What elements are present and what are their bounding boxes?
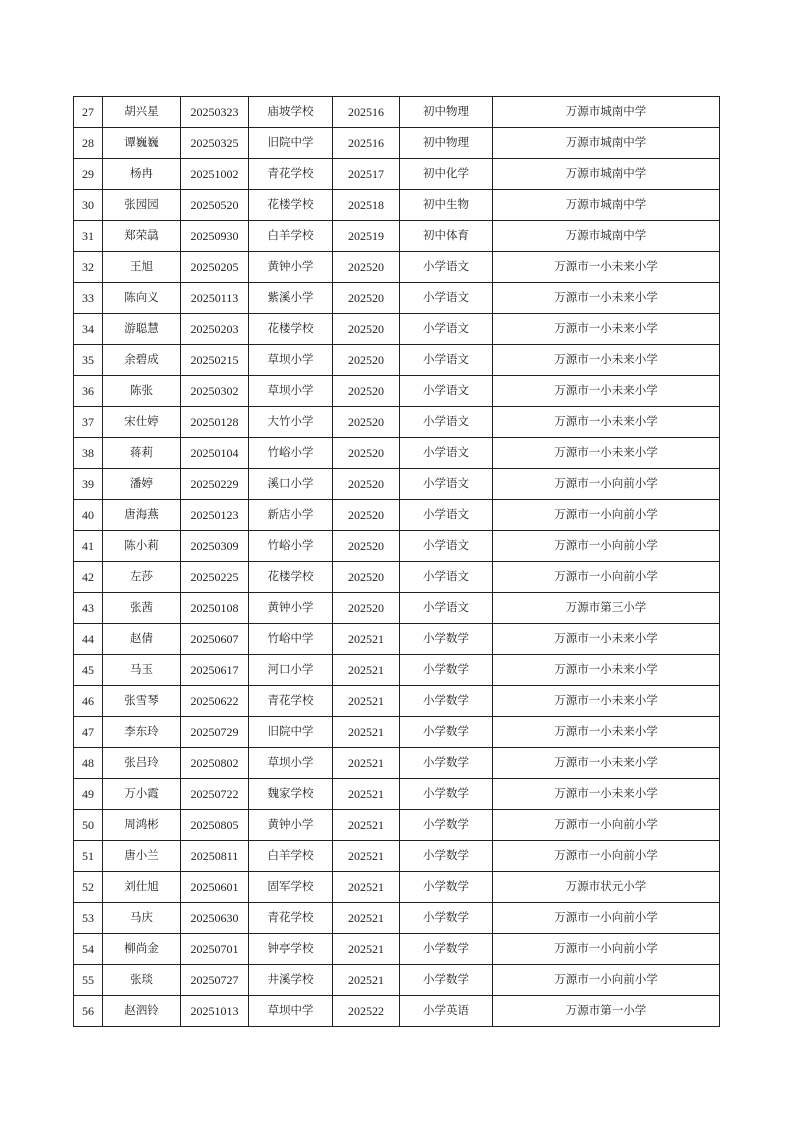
cell-assigned-school: 万源市一小未来小学 xyxy=(493,686,720,717)
cell-assigned-school: 万源市一小未来小学 xyxy=(493,252,720,283)
cell-origin-school: 旧院中学 xyxy=(249,717,333,748)
table-row xyxy=(74,500,720,531)
cell-subject: 小学英语 xyxy=(400,996,493,1027)
cell-teacher-name: 张茜 xyxy=(103,593,181,624)
cell-assigned-school: 万源市状元小学 xyxy=(493,872,720,903)
cell-candidate-id: 20250203 xyxy=(181,314,249,345)
cell-teacher-name: 游聪慧 xyxy=(103,314,181,345)
cell-subject: 小学语文 xyxy=(400,500,493,531)
cell-assigned-school: 万源市一小未来小学 xyxy=(493,283,720,314)
cell-assigned-school: 万源市一小未来小学 xyxy=(493,407,720,438)
cell-position-code: 202518 xyxy=(333,190,400,221)
cell-row-number: 44 xyxy=(74,624,103,655)
cell-assigned-school: 万源市城南中学 xyxy=(493,159,720,190)
cell-row-number: 56 xyxy=(74,996,103,1027)
cell-row-number: 53 xyxy=(74,903,103,934)
cell-origin-school: 溪口小学 xyxy=(249,469,333,500)
cell-subject: 小学数学 xyxy=(400,655,493,686)
cell-teacher-name: 陈张 xyxy=(103,376,181,407)
cell-subject: 小学语文 xyxy=(400,283,493,314)
table-row xyxy=(74,624,720,655)
cell-candidate-id: 20250113 xyxy=(181,283,249,314)
cell-row-number: 49 xyxy=(74,779,103,810)
cell-position-code: 202521 xyxy=(333,779,400,810)
cell-assigned-school: 万源市一小向前小学 xyxy=(493,469,720,500)
cell-row-number: 36 xyxy=(74,376,103,407)
cell-subject: 小学语文 xyxy=(400,407,493,438)
cell-candidate-id: 20250811 xyxy=(181,841,249,872)
cell-teacher-name: 张雪琴 xyxy=(103,686,181,717)
cell-row-number: 52 xyxy=(74,872,103,903)
cell-assigned-school: 万源市一小向前小学 xyxy=(493,841,720,872)
table-row xyxy=(74,934,720,965)
table-row xyxy=(74,965,720,996)
cell-assigned-school: 万源市城南中学 xyxy=(493,128,720,159)
cell-candidate-id: 20250601 xyxy=(181,872,249,903)
table-row xyxy=(74,531,720,562)
cell-row-number: 35 xyxy=(74,345,103,376)
cell-teacher-name: 陈小莉 xyxy=(103,531,181,562)
cell-row-number: 30 xyxy=(74,190,103,221)
cell-candidate-id: 20250225 xyxy=(181,562,249,593)
cell-teacher-name: 杨冉 xyxy=(103,159,181,190)
cell-teacher-name: 张琰 xyxy=(103,965,181,996)
cell-candidate-id: 20250108 xyxy=(181,593,249,624)
table-row xyxy=(74,252,720,283)
cell-origin-school: 河口小学 xyxy=(249,655,333,686)
cell-position-code: 202521 xyxy=(333,841,400,872)
cell-candidate-id: 20250617 xyxy=(181,655,249,686)
cell-subject: 小学语文 xyxy=(400,469,493,500)
cell-origin-school: 黄钟小学 xyxy=(249,810,333,841)
cell-candidate-id: 20251013 xyxy=(181,996,249,1027)
cell-subject: 小学语文 xyxy=(400,531,493,562)
cell-position-code: 202521 xyxy=(333,655,400,686)
table-row xyxy=(74,903,720,934)
table-row xyxy=(74,159,720,190)
cell-candidate-id: 20250630 xyxy=(181,903,249,934)
cell-assigned-school: 万源市一小向前小学 xyxy=(493,531,720,562)
cell-row-number: 54 xyxy=(74,934,103,965)
cell-candidate-id: 20250309 xyxy=(181,531,249,562)
cell-origin-school: 草坝小学 xyxy=(249,345,333,376)
cell-teacher-name: 蒋莉 xyxy=(103,438,181,469)
table-row xyxy=(74,996,720,1027)
cell-row-number: 55 xyxy=(74,965,103,996)
cell-candidate-id: 20250229 xyxy=(181,469,249,500)
cell-subject: 小学数学 xyxy=(400,717,493,748)
cell-candidate-id: 20250622 xyxy=(181,686,249,717)
cell-assigned-school: 万源市一小未来小学 xyxy=(493,717,720,748)
cell-assigned-school: 万源市第一小学 xyxy=(493,996,720,1027)
cell-candidate-id: 20250123 xyxy=(181,500,249,531)
cell-position-code: 202520 xyxy=(333,500,400,531)
cell-subject: 小学语文 xyxy=(400,345,493,376)
cell-position-code: 202520 xyxy=(333,283,400,314)
cell-row-number: 42 xyxy=(74,562,103,593)
cell-candidate-id: 20250302 xyxy=(181,376,249,407)
cell-subject: 小学数学 xyxy=(400,748,493,779)
cell-position-code: 202520 xyxy=(333,407,400,438)
cell-subject: 小学数学 xyxy=(400,810,493,841)
cell-origin-school: 草坝中学 xyxy=(249,996,333,1027)
cell-origin-school: 花楼学校 xyxy=(249,562,333,593)
cell-teacher-name: 唐海燕 xyxy=(103,500,181,531)
table-row xyxy=(74,810,720,841)
table-row xyxy=(74,655,720,686)
cell-teacher-name: 张园园 xyxy=(103,190,181,221)
cell-origin-school: 花楼学校 xyxy=(249,190,333,221)
cell-row-number: 29 xyxy=(74,159,103,190)
cell-position-code: 202521 xyxy=(333,717,400,748)
cell-origin-school: 草坝小学 xyxy=(249,376,333,407)
cell-assigned-school: 万源市城南中学 xyxy=(493,221,720,252)
cell-candidate-id: 20250802 xyxy=(181,748,249,779)
cell-origin-school: 井溪学校 xyxy=(249,965,333,996)
cell-row-number: 43 xyxy=(74,593,103,624)
cell-origin-school: 竹峪中学 xyxy=(249,624,333,655)
cell-assigned-school: 万源市一小向前小学 xyxy=(493,934,720,965)
cell-teacher-name: 李东玲 xyxy=(103,717,181,748)
cell-teacher-name: 陈向义 xyxy=(103,283,181,314)
cell-row-number: 51 xyxy=(74,841,103,872)
cell-origin-school: 竹峪小学 xyxy=(249,531,333,562)
table-row xyxy=(74,376,720,407)
cell-assigned-school: 万源市第三小学 xyxy=(493,593,720,624)
cell-teacher-name: 刘仕旭 xyxy=(103,872,181,903)
cell-row-number: 33 xyxy=(74,283,103,314)
cell-position-code: 202520 xyxy=(333,593,400,624)
cell-origin-school: 紫溪小学 xyxy=(249,283,333,314)
cell-candidate-id: 20250727 xyxy=(181,965,249,996)
cell-origin-school: 青花学校 xyxy=(249,686,333,717)
cell-position-code: 202520 xyxy=(333,469,400,500)
cell-row-number: 46 xyxy=(74,686,103,717)
cell-assigned-school: 万源市城南中学 xyxy=(493,190,720,221)
table-row xyxy=(74,872,720,903)
cell-origin-school: 大竹小学 xyxy=(249,407,333,438)
cell-teacher-name: 赵泗铃 xyxy=(103,996,181,1027)
cell-position-code: 202520 xyxy=(333,376,400,407)
cell-candidate-id: 20251002 xyxy=(181,159,249,190)
roster-table xyxy=(73,96,720,1027)
cell-assigned-school: 万源市一小向前小学 xyxy=(493,965,720,996)
cell-origin-school: 钟亭学校 xyxy=(249,934,333,965)
cell-row-number: 34 xyxy=(74,314,103,345)
cell-position-code: 202521 xyxy=(333,624,400,655)
cell-origin-school: 白羊学校 xyxy=(249,221,333,252)
cell-candidate-id: 20250805 xyxy=(181,810,249,841)
cell-subject: 初中化学 xyxy=(400,159,493,190)
cell-subject: 初中物理 xyxy=(400,97,493,128)
cell-position-code: 202521 xyxy=(333,810,400,841)
cell-row-number: 45 xyxy=(74,655,103,686)
cell-origin-school: 青花学校 xyxy=(249,903,333,934)
cell-subject: 初中物理 xyxy=(400,128,493,159)
cell-origin-school: 花楼学校 xyxy=(249,314,333,345)
cell-assigned-school: 万源市一小未来小学 xyxy=(493,376,720,407)
cell-assigned-school: 万源市一小向前小学 xyxy=(493,903,720,934)
cell-teacher-name: 王旭 xyxy=(103,252,181,283)
table-row xyxy=(74,469,720,500)
cell-position-code: 202520 xyxy=(333,531,400,562)
cell-position-code: 202521 xyxy=(333,872,400,903)
table-row xyxy=(74,345,720,376)
cell-position-code: 202516 xyxy=(333,97,400,128)
cell-position-code: 202517 xyxy=(333,159,400,190)
cell-position-code: 202519 xyxy=(333,221,400,252)
cell-subject: 小学数学 xyxy=(400,934,493,965)
cell-origin-school: 固军学校 xyxy=(249,872,333,903)
cell-row-number: 48 xyxy=(74,748,103,779)
cell-assigned-school: 万源市一小未来小学 xyxy=(493,314,720,345)
cell-origin-school: 黄钟小学 xyxy=(249,593,333,624)
cell-subject: 初中体育 xyxy=(400,221,493,252)
cell-position-code: 202521 xyxy=(333,686,400,717)
cell-candidate-id: 20250701 xyxy=(181,934,249,965)
cell-subject: 小学语文 xyxy=(400,438,493,469)
table-row xyxy=(74,686,720,717)
cell-teacher-name: 左莎 xyxy=(103,562,181,593)
cell-subject: 小学数学 xyxy=(400,779,493,810)
cell-subject: 小学语文 xyxy=(400,252,493,283)
cell-row-number: 39 xyxy=(74,469,103,500)
cell-teacher-name: 马庆 xyxy=(103,903,181,934)
cell-subject: 小学语文 xyxy=(400,376,493,407)
cell-candidate-id: 20250729 xyxy=(181,717,249,748)
table-row xyxy=(74,283,720,314)
table-row xyxy=(74,407,720,438)
cell-assigned-school: 万源市一小未来小学 xyxy=(493,624,720,655)
cell-teacher-name: 柳尚金 xyxy=(103,934,181,965)
cell-subject: 小学语文 xyxy=(400,314,493,345)
cell-position-code: 202520 xyxy=(333,345,400,376)
cell-origin-school: 魏家学校 xyxy=(249,779,333,810)
cell-teacher-name: 唐小兰 xyxy=(103,841,181,872)
cell-candidate-id: 20250607 xyxy=(181,624,249,655)
cell-candidate-id: 20250520 xyxy=(181,190,249,221)
cell-row-number: 47 xyxy=(74,717,103,748)
roster-body xyxy=(74,97,720,1027)
cell-row-number: 28 xyxy=(74,128,103,159)
cell-row-number: 38 xyxy=(74,438,103,469)
cell-row-number: 50 xyxy=(74,810,103,841)
cell-subject: 小学语文 xyxy=(400,593,493,624)
cell-assigned-school: 万源市一小未来小学 xyxy=(493,779,720,810)
cell-assigned-school: 万源市一小未来小学 xyxy=(493,438,720,469)
cell-row-number: 37 xyxy=(74,407,103,438)
roster-sheet xyxy=(73,96,719,1027)
table-row xyxy=(74,190,720,221)
table-row xyxy=(74,562,720,593)
cell-candidate-id: 20250215 xyxy=(181,345,249,376)
cell-origin-school: 旧院中学 xyxy=(249,128,333,159)
table-row xyxy=(74,221,720,252)
cell-position-code: 202520 xyxy=(333,252,400,283)
cell-candidate-id: 20250325 xyxy=(181,128,249,159)
cell-teacher-name: 郑荣骉 xyxy=(103,221,181,252)
cell-origin-school: 黄钟小学 xyxy=(249,252,333,283)
cell-row-number: 27 xyxy=(74,97,103,128)
cell-assigned-school: 万源市一小未来小学 xyxy=(493,345,720,376)
table-row xyxy=(74,748,720,779)
cell-assigned-school: 万源市一小向前小学 xyxy=(493,500,720,531)
cell-subject: 小学数学 xyxy=(400,841,493,872)
cell-teacher-name: 周鸿彬 xyxy=(103,810,181,841)
cell-subject: 小学数学 xyxy=(400,686,493,717)
table-row xyxy=(74,314,720,345)
cell-position-code: 202520 xyxy=(333,438,400,469)
table-row xyxy=(74,779,720,810)
cell-subject: 小学数学 xyxy=(400,903,493,934)
table-row xyxy=(74,841,720,872)
cell-origin-school: 新店小学 xyxy=(249,500,333,531)
cell-position-code: 202521 xyxy=(333,934,400,965)
cell-candidate-id: 20250104 xyxy=(181,438,249,469)
cell-assigned-school: 万源市城南中学 xyxy=(493,97,720,128)
cell-teacher-name: 谭巍巍 xyxy=(103,128,181,159)
cell-position-code: 202520 xyxy=(333,314,400,345)
cell-subject: 小学数学 xyxy=(400,624,493,655)
cell-position-code: 202521 xyxy=(333,748,400,779)
cell-subject: 小学语文 xyxy=(400,562,493,593)
table-row xyxy=(74,438,720,469)
cell-position-code: 202522 xyxy=(333,996,400,1027)
cell-origin-school: 庙坡学校 xyxy=(249,97,333,128)
table-row xyxy=(74,128,720,159)
cell-candidate-id: 20250128 xyxy=(181,407,249,438)
cell-subject: 初中生物 xyxy=(400,190,493,221)
table-row xyxy=(74,593,720,624)
cell-row-number: 41 xyxy=(74,531,103,562)
cell-teacher-name: 马玉 xyxy=(103,655,181,686)
cell-candidate-id: 20250722 xyxy=(181,779,249,810)
table-row xyxy=(74,97,720,128)
cell-subject: 小学数学 xyxy=(400,872,493,903)
cell-subject: 小学数学 xyxy=(400,965,493,996)
cell-position-code: 202521 xyxy=(333,903,400,934)
cell-teacher-name: 宋仕婷 xyxy=(103,407,181,438)
cell-position-code: 202520 xyxy=(333,562,400,593)
cell-assigned-school: 万源市一小向前小学 xyxy=(493,562,720,593)
table-row xyxy=(74,717,720,748)
cell-assigned-school: 万源市一小未来小学 xyxy=(493,748,720,779)
cell-teacher-name: 胡兴星 xyxy=(103,97,181,128)
cell-position-code: 202516 xyxy=(333,128,400,159)
cell-candidate-id: 20250930 xyxy=(181,221,249,252)
cell-teacher-name: 余碧成 xyxy=(103,345,181,376)
cell-origin-school: 青花学校 xyxy=(249,159,333,190)
cell-teacher-name: 万小霞 xyxy=(103,779,181,810)
cell-teacher-name: 赵倩 xyxy=(103,624,181,655)
cell-origin-school: 草坝小学 xyxy=(249,748,333,779)
cell-candidate-id: 20250205 xyxy=(181,252,249,283)
cell-teacher-name: 张吕玲 xyxy=(103,748,181,779)
cell-assigned-school: 万源市一小未来小学 xyxy=(493,655,720,686)
cell-position-code: 202521 xyxy=(333,965,400,996)
cell-origin-school: 白羊学校 xyxy=(249,841,333,872)
cell-origin-school: 竹峪小学 xyxy=(249,438,333,469)
cell-teacher-name: 潘婷 xyxy=(103,469,181,500)
cell-row-number: 32 xyxy=(74,252,103,283)
cell-row-number: 31 xyxy=(74,221,103,252)
cell-assigned-school: 万源市一小向前小学 xyxy=(493,810,720,841)
cell-candidate-id: 20250323 xyxy=(181,97,249,128)
cell-row-number: 40 xyxy=(74,500,103,531)
